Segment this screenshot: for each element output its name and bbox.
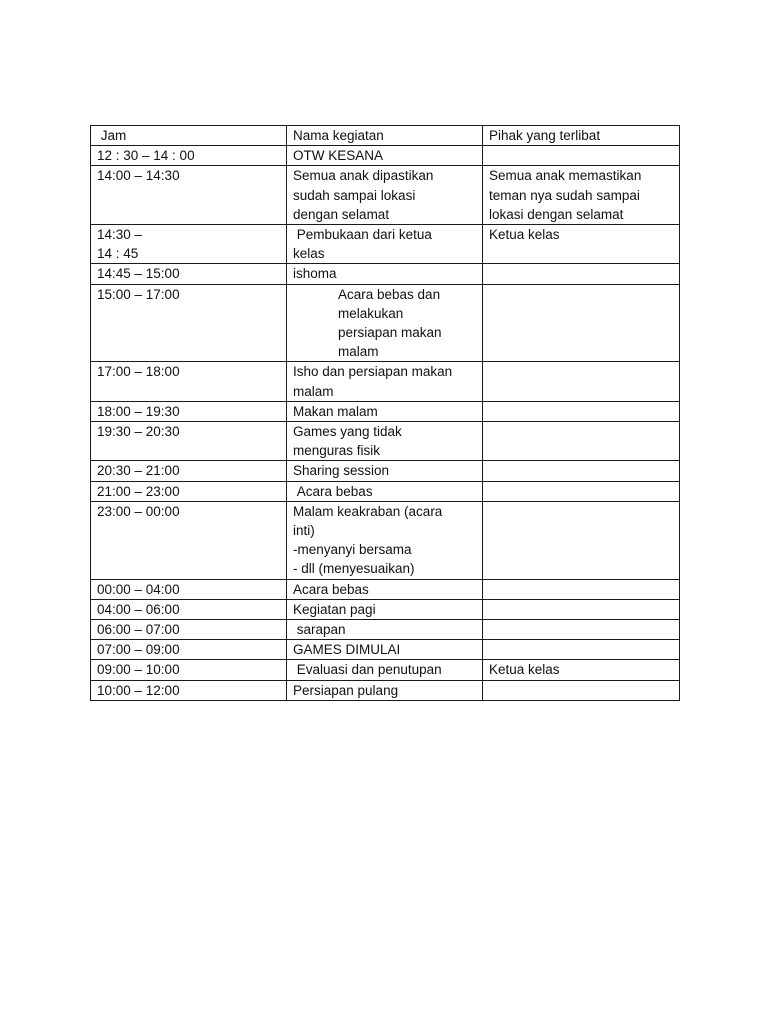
pihak-cell <box>483 264 680 284</box>
pihak-cell <box>483 599 680 619</box>
jam-cell: 17:00 – 18:00 <box>91 362 287 401</box>
schedule-table <box>90 125 680 701</box>
kegiatan-cell: sarapan <box>287 620 483 640</box>
kegiatan-cell: Sharing session <box>287 461 483 481</box>
kegiatan-cell: ishoma <box>287 264 483 284</box>
jam-cell: 12 : 30 – 14 : 00 <box>91 146 287 166</box>
pihak-cell <box>483 401 680 421</box>
jam-cell: 09:00 – 10:00 <box>91 660 287 680</box>
kegiatan-cell: Acara bebas <box>287 481 483 501</box>
kegiatan-cell: Pembukaan dari ketua kelas <box>287 225 483 264</box>
kegiatan-cell: Acara bebas <box>287 579 483 599</box>
pihak-cell <box>483 620 680 640</box>
table-row <box>91 680 680 700</box>
pihak-cell: Ketua kelas <box>483 660 680 680</box>
pihak-cell <box>483 422 680 461</box>
table-row <box>91 481 680 501</box>
kegiatan-cell: Persiapan pulang <box>287 680 483 700</box>
table-row <box>91 422 680 461</box>
jam-cell: 19:30 – 20:30 <box>91 422 287 461</box>
jam-cell: 04:00 – 06:00 <box>91 599 287 619</box>
table-row <box>91 640 680 660</box>
header-row <box>91 126 680 146</box>
kegiatan-cell: Malam keakraban (acara inti) -menyanyi bersama - dll (menyesuaikan) <box>287 501 483 579</box>
jam-cell: 23:00 – 00:00 <box>91 501 287 579</box>
header-pihak-terlibat: Pihak yang terlibat <box>483 126 680 146</box>
table-row <box>91 461 680 481</box>
pihak-cell <box>483 640 680 660</box>
jam-cell: 14:00 – 14:30 <box>91 166 287 225</box>
pihak-cell <box>483 284 680 362</box>
table-row <box>91 284 680 362</box>
pihak-cell <box>483 501 680 579</box>
jam-cell: 10:00 – 12:00 <box>91 680 287 700</box>
kegiatan-cell: OTW KESANA <box>287 146 483 166</box>
header-jam: Jam <box>91 126 287 146</box>
table-row <box>91 362 680 401</box>
jam-cell: 14:45 – 15:00 <box>91 264 287 284</box>
table-row <box>91 166 680 225</box>
jam-cell: 21:00 – 23:00 <box>91 481 287 501</box>
table-header <box>91 126 680 146</box>
jam-cell: 20:30 – 21:00 <box>91 461 287 481</box>
header-nama-kegiatan: Nama kegiatan <box>287 126 483 146</box>
pihak-cell <box>483 481 680 501</box>
pihak-cell <box>483 461 680 481</box>
pihak-cell <box>483 362 680 401</box>
table-row <box>91 146 680 166</box>
jam-cell: 18:00 – 19:30 <box>91 401 287 421</box>
jam-cell: 06:00 – 07:00 <box>91 620 287 640</box>
table-row <box>91 401 680 421</box>
jam-cell: 00:00 – 04:00 <box>91 579 287 599</box>
kegiatan-cell: Isho dan persiapan makan malam <box>287 362 483 401</box>
pihak-cell <box>483 680 680 700</box>
pihak-cell <box>483 146 680 166</box>
kegiatan-cell: Games yang tidak menguras fisik <box>287 422 483 461</box>
pihak-cell <box>483 579 680 599</box>
jam-cell: 14:30 – 14 : 45 <box>91 225 287 264</box>
jam-cell: 15:00 – 17:00 <box>91 284 287 362</box>
pihak-cell: Semua anak memastikan teman nya sudah sampai lokasi dengan selamat <box>483 166 680 225</box>
kegiatan-cell: Makan malam <box>287 401 483 421</box>
table-row <box>91 501 680 579</box>
table-row <box>91 225 680 264</box>
table-row <box>91 599 680 619</box>
jam-cell: 07:00 – 09:00 <box>91 640 287 660</box>
table-row <box>91 264 680 284</box>
kegiatan-cell: Semua anak dipastikan sudah sampai lokasi dengan selamat <box>287 166 483 225</box>
table-row <box>91 620 680 640</box>
table-row <box>91 579 680 599</box>
table-body <box>91 146 680 701</box>
pihak-cell: Ketua kelas <box>483 225 680 264</box>
kegiatan-cell: Evaluasi dan penutupan <box>287 660 483 680</box>
kegiatan-cell: Acara bebas dan melakukan persiapan makan malam <box>287 284 483 362</box>
table-row <box>91 660 680 680</box>
kegiatan-cell: GAMES DIMULAI <box>287 640 483 660</box>
kegiatan-cell: Kegiatan pagi <box>287 599 483 619</box>
